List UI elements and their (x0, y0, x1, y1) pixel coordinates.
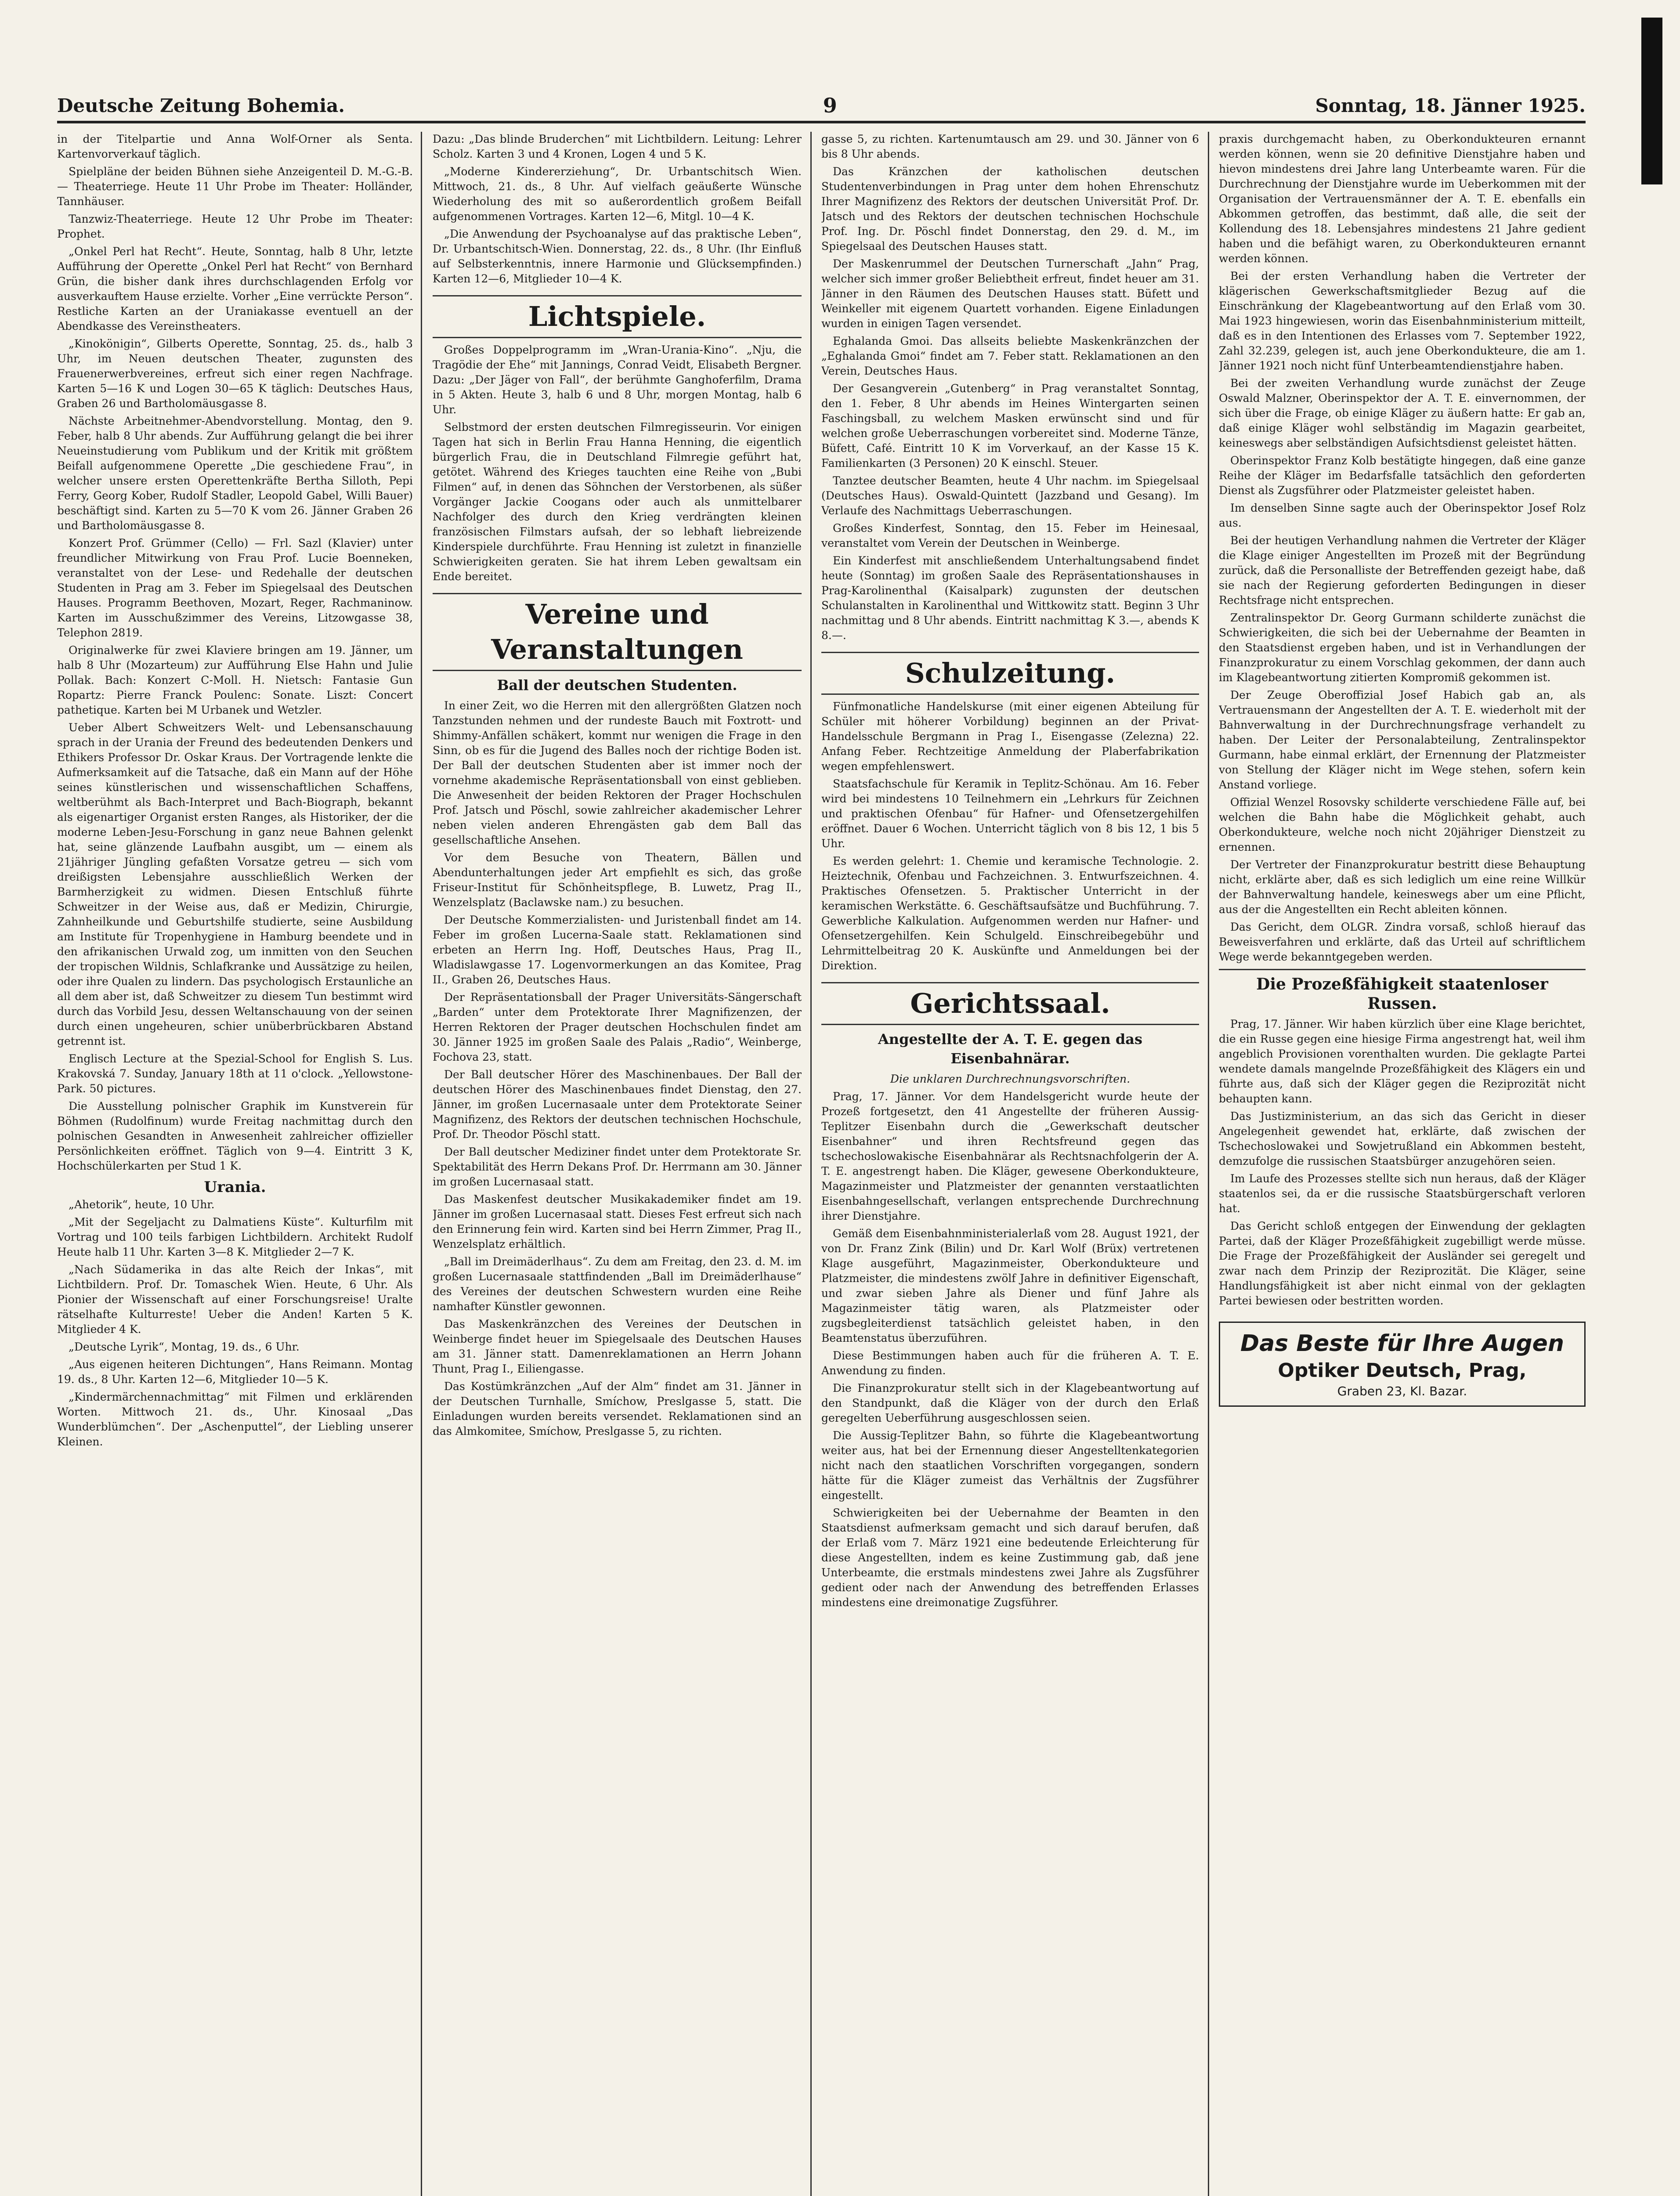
article: Prag, 17. Jänner. Wir haben kürzlich über eine Klage berichtet, die ein Russe gegen eine hiesige Firma angestrengt hat, weil ihm angeblich Provisionen vorenthalten wurden. Die geklagte Partei wendete damals mangelnde Prozeßfähigkeit des Klägers ein und führte aus, daß sich der Kläger gegen die Reziprozität nicht behaupten kann. (1219, 1018, 1586, 1105)
article: Ein Kinderfest mit anschließendem Unterhaltungsabend findet heute (Sonntag) im großen Saale des Repräsentationshauses in Prag-Karolinenthal (Kaisalpark) zugunsten der deutschen Schulanstalten in Karolinenthal und Wittkowitz statt. Beginn 3 Uhr nachmittag und 8 Uhr abends. Eintritt nachmittag K 3.—, abends K 8.—. (821, 554, 1199, 642)
column-rule (1208, 132, 1209, 2196)
article: Der Deutsche Kommerzialisten- und Juristenball findet am 14. Feber im großen Lucerna-Saale statt. Reklamationen sind erbeten an Herrn Ing. Hoff, Deutsches Haus, Prag II., Wladislawgasse 17. Logenvormerkungen an das Komitee, Prag II., Graben 26, Deutsches Haus. (433, 914, 802, 986)
urania-item: „Kindermärchennachmittag“ mit Filmen und erklärenden Worten. Mittwoch 21. ds., Uhr. Kinosaal „Das Wunderblümchen“. Der „Aschenputtel“, der Liebling unserer Kleinen. (57, 1391, 413, 1448)
ad-company: Optiker Deutsch, Prag, (1278, 1359, 1527, 1382)
column-2 (433, 132, 802, 2196)
article: Bei der ersten Verhandlung haben die Vertreter der klägerischen Gewerkschaftsmitglieder Bezug auf die Einschränkung der Klagebeantwortung auf den Erlaß vom 30. Mai 1923 hingewiesen, worin das Eisenbahnministerium mitteilt, daß es in den Intentionen des Erlasses vom 7. September 1922, Zahl 32.239, gelegen ist, auch jene Oberkondukteure, die am 1. Jänner 1921 noch nicht fünf Unterbeamtendienstjahre haben. (1219, 270, 1586, 372)
urania-item: „Mit der Segeljacht zu Dalmatiens Küste“. Kulturfilm mit Vortrag und 100 teils farbigen Lichtbildern. Architekt Rudolf Heute halb 11 Uhr. Karten 3—8 K. Mitglieder 2—7 K. (57, 1216, 413, 1258)
article: Fünfmonatliche Handelskurse (mit einer eigenen Abteilung für Schüler mit höherer Vorbildung) beginnen an der Privat-Handelsschule Bergmann in Prag I., Eisengasse (Zelezna) 22. Anfang Feber. Rechtzeitige Anmeldung der Plaberfabrikation wegen empfehlenswert. (821, 700, 1199, 773)
scan-edge-mark (1641, 18, 1662, 184)
page-number: 9 (823, 94, 837, 117)
article: Das Maskenkränzchen des Vereines der Deutschen in Weinberge findet heuer im Spiegelsaale des Deutschen Hauses am 31. Jänner statt. Damenreklamationen an Herrn Johann Thunt, Prag I., Eiliengasse. (433, 1318, 802, 1375)
article: Der Ball deutscher Mediziner findet unter dem Protektorate Sr. Spektabilität des Herrn Dekans Prof. Dr. Herrmann am 30. Jänner im großen Lucernasaal statt. (433, 1145, 802, 1188)
issue-date: Sonntag, 18. Jänner 1925. (1315, 94, 1586, 116)
article-intro: Die unklaren Durchrechnungsvorschriften. (890, 1073, 1131, 1085)
article: Offizial Wenzel Rosovsky schilderte verschiedene Fälle auf, bei welchen die Bahn habe die Möglichkeit gehabt, auch Oberkondukteure, welche noch nicht 20jähriger Dienstzeit zu ernennen. (1219, 796, 1586, 853)
article: Oberinspektor Franz Kolb bestätigte hingegen, daß eine ganze Reihe der Kläger im Bedarfsfalle tatsächlich den geforderten Dienst als Zugsführer oder Platzmeister geleistet haben. (1219, 454, 1586, 497)
section-heading-lichtspiele: Lichtspiele. (433, 295, 802, 338)
urania-item: „Aus eigenen heiteren Dichtungen“, Hans Reimann. Montag 19. ds., 8 Uhr. Karten 12—6, Mitglieder 10—5 K. (57, 1358, 413, 1386)
article: Großes Doppelprogramm im „Wran-Urania-Kino“. „Nju, die Tragödie der Ehe“ mit Jannings, Conrad Veidt, Elisabeth Bergner. Dazu: „Der Jäger von Fall“, der berühmte Ganghoferfilm, Drama in 5 Akten. Heute 3, halb 6 und 8 Uhr, morgen Montag, halb 6 Uhr. (433, 343, 802, 416)
article: Die Aussig-Teplitzer Bahn, so führte die Klagebeantwortung weiter aus, hat bei der Ernennung dieser Angestelltenkategorien nicht nach den staatlichen Vorschriften vorgegangen, sondern hätte für die Kläger zumeist das Verhältnis der Zugsführer eingestellt. (821, 1429, 1199, 1502)
section-heading-schulzeitung: Schulzeitung. (821, 652, 1199, 695)
article: Das Kostümkränzchen „Auf der Alm“ findet am 31. Jänner in der Deutschen Turnhalle, Smíchow, Preslgasse 5, statt. Die Einladungen wurden bereits versendet. Reklamationen sind an das Almkomitee, Smíchow, Preslgasse 5, zu richten. (433, 1380, 802, 1438)
article: Diese Bestimmungen haben auch für die früheren A. T. E. Anwendung zu finden. (821, 1349, 1199, 1377)
article: Großes Kinderfest, Sonntag, den 15. Feber im Heinesaal, veranstaltet vom Verein der Deutschen in Weinberge. (821, 522, 1199, 549)
page-header (57, 90, 1586, 123)
column-3 (821, 132, 1199, 2196)
section-heading-vereine: Vereine und Veranstaltungen (433, 593, 802, 671)
article: Im denselben Sinne sagte auch der Oberinspektor Josef Rolz aus. (1219, 502, 1586, 529)
article: Das Maskenfest deutscher Musikakademiker findet am 19. Jänner im großen Lucernasaal statt. Dieses Fest erfreut sich nach den Erinnerung fein wird. Karten sind bei Herrn Zimmer, Prag II., Wenzelsplatz erhältlich. (433, 1193, 802, 1250)
section-heading-gerichtssaal: Gerichtssaal. (821, 982, 1199, 1025)
article: Prag, 17. Jänner. Vor dem Handelsgericht wurde heute der Prozeß fortgesetzt, den 41 Angestellte der früheren Aussig-Teplitzer Eisenbahn durch die „Gewerkschaft deutscher Eisenbahner“ und ihren Rechtsfreund gegen das tschechoslowakische Eisenbahnärar als Rechtsnachfolgerin der A. T. E. angestrengt haben. Die Kläger, gewesene Oberkondukteure, Magazinmeister und Platzmeister der genannten verstaatlichten Eisenbahngesellschaft, verlangen entsprechende Durchrechnung ihrer Dienstjahre. (821, 1090, 1199, 1222)
article: Nächste Arbeitnehmer-Abendvorstellung. Montag, den 9. Feber, halb 8 Uhr abends. Zur Aufführung gelangt die bei ihrer Neueinstudierung vom Publikum und der Kritik mit größtem Beifall aufgenommene Operette „Die geschiedene Frau“, in welcher unsere ersten Operettenkräfte Bertha Silloth, Pepi Ferry, Georg Kober, Rudolf Stadler, Leopold Gabel, Willi Bauer) beschäftigt sind. Karten zu 5—70 K vom 26. Jänner Graben 26 und Bartholomäusgasse 8. (57, 415, 413, 532)
article: Die Finanzprokuratur stellt sich in der Klagebeantwortung auf den Standpunkt, daß die Kläger von der durch den Erlaß geregelten Ueberführung ausgeschlossen seien. (821, 1382, 1199, 1424)
article: Gemäß dem Eisenbahnministerialerlaß vom 28. August 1921, der von Dr. Franz Zink (Bilin) und Dr. Karl Wolf (Brüx) vertretenen Klage ausgeführt, Magazinmeister, Oberkondukteure und Platzmeister, die mindestens zwölf Jahre in definitiver Eigenschaft, und zwar sieben Jahre als Diener und fünf Jahre als Magazinmeister tätig waren, als Platzmeister oder zugsbegleiterdienst tatsächlich geleistet haben, in den Beamtenstatus überzuführen. (821, 1227, 1199, 1344)
ad-headline: Das Beste für Ihre Augen (1240, 1330, 1564, 1357)
article: Staatsfachschule für Keramik in Teplitz-Schönau. Am 16. Feber wird bei mindestens 10 Teilnehmern ein „Lehrkurs für Zeichnen und praktischen Ofenbau“ für Hafner- und Ofensetzergehilfen eröffnet. Dauer 6 Wochen. Unterricht täglich von 8 bis 12, 1 bis 5 Uhr. (821, 777, 1199, 850)
section-heading-prozess: Die Prozeßfähigkeit staatenloser Russen. (1219, 969, 1586, 1013)
article: „Die Anwendung der Psychoanalyse auf das praktische Leben“, Dr. Urbantschitsch-Wien. Donnerstag, 22. ds., 8 Uhr. (Ihr Einfluß auf Selbsterkenntnis, innere Harmonie und Glücksempfinden.) Karten 12—6, Mitglieder 10—4 K. (433, 228, 802, 285)
masthead: Deutsche Zeitung Bohemia. (57, 94, 345, 116)
article: praxis durchgemacht haben, zu Oberkondukteuren ernannt werden können, wenn sie 20 definitive Dienstjahre haben und hievon mindestens drei Jahre lang Unterbeamte waren. Für die Durchrechnung der Dienstjahre wurde im Ueberkommen mit der Organisation der Vertrauensmänner der A. T. E. ebenfalls ein Abkommen getroffen, das bestimmt, daß alle, die seit der Kollendung des 18. Lebensjahres mindestens 21 Jahre gedient haben und die befähigt waren, zu Oberkondukteuren ernannt werden können. (1219, 133, 1586, 265)
article: Schwierigkeiten bei der Uebernahme der Beamten in den Staatsdienst aufmerksam gemacht und sich darauf berufen, daß der Erlaß vom 7. März 1921 eine bedeutende Erleichterung für diese Angestellten, indem es keine Zustimmung gab, daß jene Unterbeamte, die erstmals mindestens zwei Jahre als Zugsführer gedient oder nach der Anwendung des betreffenden Erlasses mindestens eine dreimonatige Zugsführer. (821, 1506, 1199, 1609)
article: Dazu: „Das blinde Bruderchen“ mit Lichtbildern. Leitung: Lehrer Scholz. Karten 3 und 4 Kronen, Logen 4 und 5 K. (433, 133, 802, 160)
article: Der Ball deutscher Hörer des Maschinenbaues. Der Ball der deutschen Hörer des Maschinenbaues findet Dienstag, den 27. Jänner, im großen Lucernasaale unter dem Protektorate Seiner Magnifizenz, des Rektors der deutschen technischen Hochschule, Prof. Dr. Theodor Pöschl statt. (433, 1068, 802, 1141)
article: Zentralinspektor Dr. Georg Gurmann schilderte zunächst die Schwierigkeiten, die sich bei der Uebernahme der Beamten in den Staatsdienst ergeben haben, und ist in Verhandlungen der Finanzprokuratur zu einem Vorschlag gekommen, der dann auch im Klagebeantwortung zitierten Kompromiß gekommen ist. (1219, 611, 1586, 684)
article: „Onkel Perl hat Recht“. Heute, Sonntag, halb 8 Uhr, letzte Aufführung der Operette „Onkel Perl hat Recht“ von Bernhard Grün, die bisher dank ihres durchschlagenden Erfolg vor ausverkauftem Hause erzielte. Vorher „Eine verrückte Person“. Restliche Karten an der Uraniakasse eventuell an der Abendkasse des Vereinstheaters. (57, 245, 413, 332)
article: „Ball im Dreimäderlhaus“. Zu dem am Freitag, den 23. d. M. im großen Lucernasaale stattfindenden „Ball im Dreimäderlhause“ des Vereines der deutschen Schwestern wurden eine Reihe namhafter Künstler gewonnen. (433, 1255, 802, 1313)
article: Eghalanda Gmoi. Das allseits beliebte Maskenkränzchen der „Eghalanda Gmoi“ findet am 7. Feber statt. Reklamationen an den Verein, Deutsches Haus. (821, 335, 1199, 377)
ad-address: Graben 23, Kl. Bazar. (1337, 1384, 1467, 1398)
article: Das Gericht, dem OLGR. Zindra vorsaß, schloß hierauf das Beweisverfahren und erklärte, daß das Urteil auf schriftlichem Wege werde bekanntgegeben werden. (1219, 921, 1586, 963)
column-rule (810, 132, 812, 2196)
article: Der Zeuge Oberoffizial Josef Habich gab an, als Vertrauensmann der Angestellten der A. T. E. wiederholt mit der Bahnverwaltung in der Durchrechnungsfrage verhandelt zu haben. Der Leiter der Personalabteilung, Zentralinspektor Gurmann, habe einmal erklärt, der Ernennung der Platzmeister von Stellung der Kläger nicht im Wege stehen, sofern kein Anstand vorliege. (1219, 689, 1586, 791)
article: „Moderne Kindererziehung“, Dr. Urbantschitsch Wien. Mittwoch, 21. ds., 8 Uhr. Auf vielfach geäußerte Wünsche Wiederholung des mit so außerordentlich großem Beifall aufgenommenen Vortrages. Karten 12—6, Mitgl. 10—4 K. (433, 165, 802, 223)
article: Der Vertreter der Finanzprokuratur bestritt diese Behauptung nicht, erklärte aber, daß es sich lediglich um eine reine Willkür der Bahnverwaltung handele, keineswegs aber um eine Pflicht, aus der die Angestellten ein Recht ableiten können. (1219, 858, 1586, 916)
section-heading-urania: Urania. (204, 1178, 266, 1196)
urania-item: „Nach Südamerika in das alte Reich der Inkas“, mit Lichtbildern. Prof. Dr. Tomaschek Wien. Heute, 6 Uhr. Als Pionier der Wissenschaft auf einer Forschungsreise! Uralte rätselhafte Kulturreste! Ueber die Anden! Karten 5 K. Mitglieder 4 K. (57, 1263, 413, 1336)
article: Das Kränzchen der katholischen deutschen Studentenverbindungen in Prag unter dem hohen Ehrenschutz Ihrer Magnifizenz des Rektors der deutschen Universität Prof. Dr. Jatsch und des Rektors der deutschen technischen Hochschule Prof. Ing. Dr. Pöschl findet Donnerstag, den 29. d. M., im Spiegelsaal des Deutschen Hauses statt. (821, 165, 1199, 253)
article: Es werden gelehrt: 1. Chemie und keramische Technologie. 2. Heiztechnik, Ofenbau und Fachzeichnen. 3. Entwurfszeichnen. 4. Praktisches Ofensetzen. 5. Praktischer Unterricht in der keramischen Werkstätte. 6. Geschäftsaufsätze und Buchführung. 7. Gewerbliche Kalkulation. Aufgenommen werden nur Hafner- und Ofensetzergehilfen. Kein Schulgeld. Einschreibegebühr und Lehrmittelbeitrag 20 K. Auskünfte und Anmeldungen bei der Direktion. (821, 855, 1199, 972)
article: Spielpläne der beiden Bühnen siehe Anzeigenteil D. M.-G.-B. — Theaterriege. Heute 11 Uhr Probe im Theater: Holländer, Tannhäuser. (57, 165, 413, 208)
column-1 (57, 132, 413, 2196)
article: In einer Zeit, wo die Herren mit den allergrößten Glatzen noch Tanzstunden nehmen und der rundeste Bauch mit Foxtrott- und Shimmy-Anfällen schäkert, kommt nur wenigen die Frage in den Sinn, ob es für die Jugend des Balles noch der richtige Boden ist. Der Ball der deutschen Studenten aber ist immer noch der vornehme akademische Repräsentationsball von einst geblieben. Die Anwesenheit der beiden Rektoren der Prager Hochschulen Prof. Jatsch und Pöschl, sowie zahlreicher akademischer Lehrer neben vielen anderen Ehrengästen gab dem Ball das gesellschaftliche Ansehen. (433, 699, 802, 846)
column-4 (1219, 132, 1586, 2196)
urania-item: „Deutsche Lyrik“, Montag, 19. ds., 6 Uhr. (69, 1340, 300, 1353)
article: Der Repräsentationsball der Prager Universitäts-Sängerschaft „Barden“ unter dem Protektorate Ihrer Magnifizenzen, der Herren Rektoren der Prager deutschen Hochschulen findet am 30. Jänner 1925 im großen Saale des Palais „Radio“, Weinberge, Fochova 23, statt. (433, 991, 802, 1063)
article: Ueber Albert Schweitzers Welt- und Lebensanschauung sprach in der Urania der Freund des bedeutenden Denkers und Ethikers Professor Dr. Oskar Kraus. Der Vortragende lenkte die Aufmerksamkeit auf die Tatsache, daß ein Mann auf der Höhe seines künstlerischen und wissenschaftlichen Schaffens, weltberühmt als Bach-Interpret und Bach-Biograph, bekannt als eigenartiger Organist ersten Ranges, als Historiker, der die moderne Leben-Jesu-Forschung in ganz neue Bahnen gelenkt hat, seine glänzende Laufbahn ausgibt, um — einem als 21jähriger Jüngling gefaßten Vorsatze getreu — sich vom dreißigsten Lebensjahre ausschließlich Werken der Barmherzigkeit zu widmen. Diesen Entschluß führte Schweitzer in der Weise aus, daß er Medizin, Chirurgie, Zahnheilkunde und Geburtshilfe studierte, seine Ausbildung am Institute für Tropenhygiene in Hamburg beendete und in den afrikanischen Urwald zog, um inmitten von den Seuchen der tropischen Wildnis, Schlafkranke und Aussätzige zu heilen, oder ihre Qualen zu lindern. Das psychologisch Erstaunliche an all dem aber ist, daß Schweitzer zu diesem Tun bestimmt wird durch das Vorbild Jesu, dessen Weltanschauung von der seinen durch einen ungeheuren, schier unüberbrückbaren Abstand getrennt ist. (57, 721, 413, 1047)
article: Bei der heutigen Verhandlung nahmen die Vertreter der Kläger die Klage einiger Angestellten im Prozeß mit der Begründung zurück, daß die Personalliste der Betreffenden gezeigt habe, daß sie nach der Regierung geforderten Bedingungen in dieser Rechtsfrage nicht entsprechen. (1219, 534, 1586, 607)
article: in der Titelpartie und Anna Wolf-Orner als Senta. Kartenvorverkauf täglich. (57, 133, 413, 160)
article: Selbstmord der ersten deutschen Filmregisseurin. Vor einigen Tagen hat sich in Berlin Frau Hanna Henning, die eigentlich bürgerlich Frau, die in Deutschland Filmregie geführt hat, getötet. Während des Krieges tauchten eine Reihe von „Bubi Filmen“ auf, in denen das Söhnchen der Verstorbenen, als süßer Vorgänger Jackie Coogans oder auch als unmittelbarer Nachfolger des durch den Krieg verdrängten kleinen französischen Filmstars aufsah, der so lebhaft liebreizende Kinderspiele durchführte. Frau Henning ist zuletzt in finanzielle Schwierigkeiten geraten. Sie hat ihrem Leben gewaltsam ein Ende bereitet. (433, 421, 802, 583)
article: Die Ausstellung polnischer Graphik im Kunstverein für Böhmen (Rudolfinum) wurde Freitag nachmittag durch den polnischen Gesandten in Anwesenheit zahlreicher offizieller Persönlichkeiten eröffnet. Täglich von 9—4. Eintritt 3 K, Hochschülerkarten per Stud 1 K. (57, 1100, 413, 1172)
article: Konzert Prof. Grümmer (Cello) — Frl. Sazl (Klavier) unter freundlicher Mitwirkung von Frau Prof. Lucie Boenneken, veranstaltet von der Lese- und Redehalle der deutschen Studenten in Prag am 3. Feber im Spiegelsaal des Deutschen Hauses. Programm Beethoven, Mozart, Reger, Rachmaninow. Karten im Ausschußzimmer des Vereins, Litzowgasse 38, Telephon 2819. (57, 537, 413, 639)
article: Englisch Lecture at the Spezial-School for English S. Lus. Krakovská 7. Sunday, January 18th at 11 o'clock. „Yellowstone-Park. 50 pictures. (57, 1052, 413, 1095)
article: Das Gericht schloß entgegen der Einwendung der geklagten Partei, daß der Kläger Prozeßfähigkeit zugebilligt werde müsse. Die Frage der Prozeßfähigkeit der Ausländer sei geregelt und zwar nach dem Prinzip der Reziprozität. Die Kläger, seine Handlungsfähigkeit ist aber nicht einmal von der geklagten Partei bewiesen oder bestritten worden. (1219, 1220, 1586, 1307)
article: Bei der zweiten Verhandlung wurde zunächst der Zeuge Oswald Malzner, Oberinspektor der A. T. E. einvernommen, der sich über die Frage, ob einige Kläger zu äußern hatte: Er gab an, daß einige Kläger wohl selbständig im Magazin gearbeitet, keineswegs aber selbständigen Aufsichtsdienst geleistet hätten. (1219, 377, 1586, 449)
article: Vor dem Besuche von Theatern, Bällen und Abendunterhaltungen jeder Art empfiehlt es sich, das große Friseur-Institut für Schönheitspflege, B. Luwetz, Prag II., Wenzelsplatz (Baclawske nam.) zu besuchen. (433, 851, 802, 909)
article: gasse 5, zu richten. Kartenumtausch am 29. und 30. Jänner von 6 bis 8 Uhr abends. (821, 133, 1199, 160)
article: Tanztee deutscher Beamten, heute 4 Uhr nachm. im Spiegelsaal (Deutsches Haus). Oswald-Quintett (Jazzband und Gesang). Im Verlaufe des Nachmittags Ueberraschungen. (821, 474, 1199, 517)
article: Im Laufe des Prozesses stellte sich nun heraus, daß der Kläger staatenlos sei, da er die russische Staatsbürgerschaft verloren hat. (1219, 1172, 1586, 1215)
urania-item: „Ahetorik“, heute, 10 Uhr. (69, 1198, 215, 1211)
column-rule (421, 132, 422, 2196)
article: Das Justizministerium, an das sich das Gericht in dieser Angelegenheit gewendet hat, erklärte, daß zwischen der Tschechoslowakei und Sowjetrußland ein Abkommen besteht, demzufolge die russischen Staatsbürger anzugehören seien. (1219, 1110, 1586, 1167)
article: Tanzwiz-Theaterriege. Heute 12 Uhr Probe im Theater: Prophet. (57, 213, 413, 240)
section-subheading: Angestellte der A. T. E. gegen das Eisenbahnärar. (878, 1031, 1143, 1067)
article: „Kinokönigin“, Gilberts Operette, Sonntag, 25. ds., halb 3 Uhr, im Neuen deutschen Theater, zugunsten des Frauenerwerbvereines, erfreut sich einer regen Nachfrage. Karten 5—16 K und Logen 30—65 K täglich: Deutsches Haus, Graben 26 und Bartholomäusgasse 8. (57, 337, 413, 410)
article: Der Maskenrummel der Deutschen Turnerschaft „Jahn“ Prag, welcher sich immer großer Beliebtheit erfreut, findet heuer am 31. Jänner in den Räumen des Deutschen Hauses statt. Büfett und Weinkeller mit eigenem Quartett vorhanden. Eigene Einladungen wurden in einigen Tagen versendet. (821, 257, 1199, 330)
optician-advertisement (1219, 1322, 1586, 1407)
article: Originalwerke für zwei Klaviere bringen am 19. Jänner, um halb 8 Uhr (Mozarteum) zur Aufführung Else Hahn und Julie Pollak. Bach: Konzert C-Moll. H. Nietsch: Fantasie Gun Ropartz: Pierre Franck Poulenc: Sonate. Liszt: Concert pathetique. Karten bei M Urbanek und Wetzler. (57, 644, 413, 716)
section-subheading: Ball der deutschen Studenten. (497, 677, 737, 693)
article: Der Gesangverein „Gutenberg“ in Prag veranstaltet Sonntag, den 1. Feber, 8 Uhr abends im Heines Wintergarten seinen Faschingsball, zu welchem Masken erwünscht sind und für welchen große Ueberraschungen vorbereitet sind. Moderne Tänze, Büfett, Café. Eintritt 10 K im Vorverkauf, an der Kasse 15 K. Familienkarten (3 Personen) 20 K einschl. Steuer. (821, 382, 1199, 470)
